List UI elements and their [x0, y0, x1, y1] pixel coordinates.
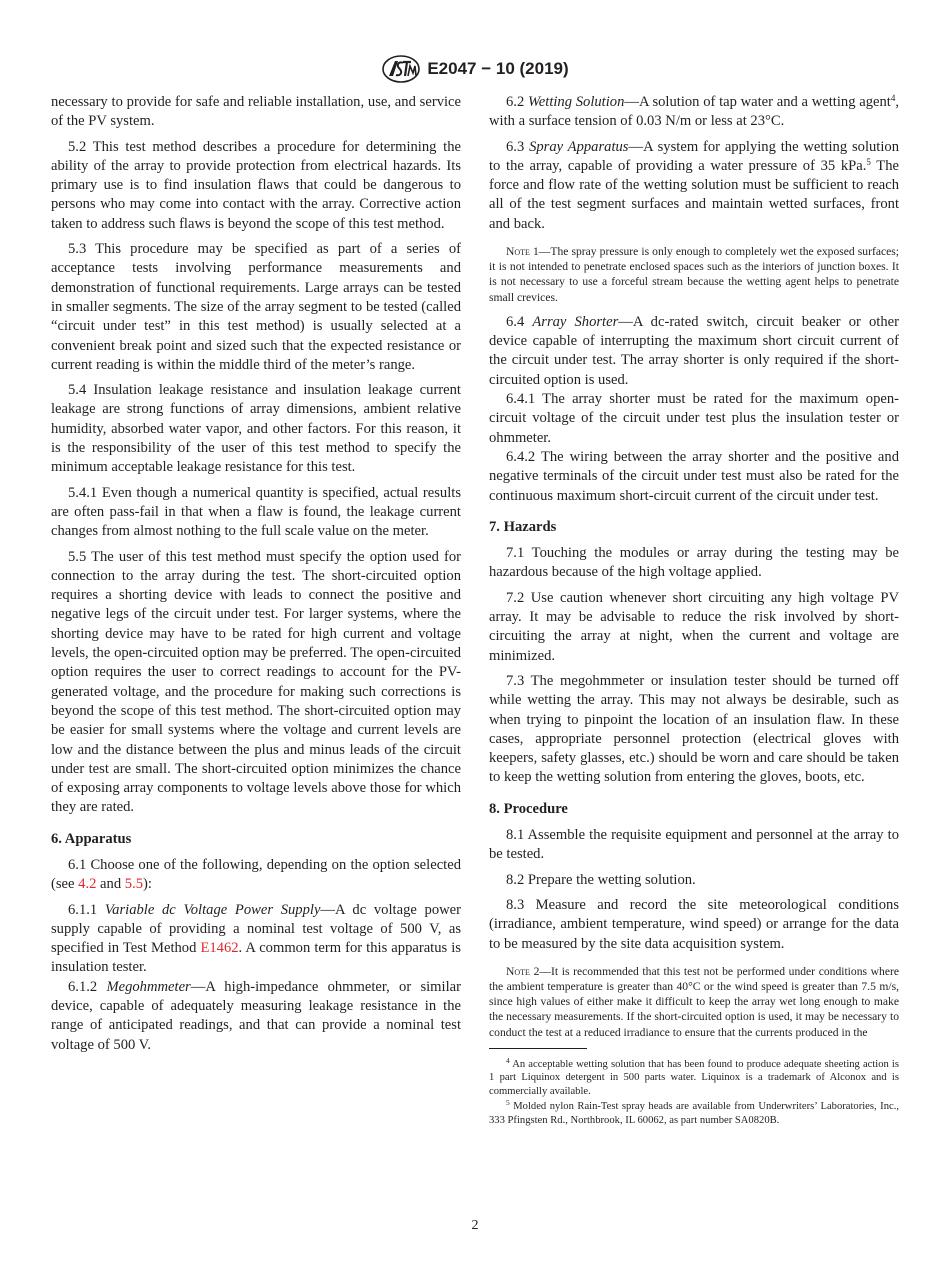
section-heading-apparatus: 6. Apparatus	[51, 830, 132, 847]
footnote-ref-4[interactable]: 4	[890, 93, 896, 103]
paragraph-7-3: 7.3 The megohmmeter or insulation tester should be turned off while wetting the array. This may not always be desirable, such as when trying to pinpoint the location of an insulation flaw. In these cases, appropriate personnel protection (electrical gloves with keepers, safety glasses, etc.) should be worn and care should be taken to keep the wetting solution from entering the gloves, boots, etc.	[489, 672, 899, 786]
page-header	[0, 52, 950, 86]
section-heading-hazards: 7. Hazards	[489, 518, 557, 535]
note-2: Note 2—It is recommended that this test not be performed under conditions where the ambient temperature is greater than 40°C or the wind speed is greater than 7.5 m/s, since high values of either make it difficult to keep the array wet long enough to make the necessary measurements. If the short-circuited option is used, it may be necessary to conduct the test at a reduced irradiance to ensure that the currents produced in the	[489, 964, 899, 1039]
document-designation: E2047 − 10 (2019)	[427, 59, 569, 78]
footnote-4: $^4$ An acceptable wetting solution that has been found to produce adequate sheeting action is 1 part Liquinox detergent in 500 parts water. Liquinox is a trademark of Alconox and is commercially available.	[489, 1055, 899, 1097]
paragraph-6-4-2: 6.4.2 The wiring between the array shorter and the positive and negative terminals of the circuit under test must also be rated for the continuous maximum short-circuit current of the circuit under test.	[489, 448, 899, 504]
link-section-5-5[interactable]: 5.5	[124, 876, 144, 893]
page-number: 2	[471, 1218, 479, 1233]
paragraph-7-2: 7.2 Use caution whenever short circuiting any high voltage PV array. It may be advisable to reduce the risk involved by short-circuiting the array at night, when the current and voltage are minimized.	[489, 589, 899, 664]
paragraph-6-4: 6.4 Array Shorter—A dc-rated switch, circuit beaker or other device capable of interrupting the maximum short circuit current of the circuit under test. The array shorter is only required if the short-circuited option is used.	[489, 313, 899, 388]
paragraph-8-3: 8.3 Measure and record the site meteorological conditions (irradiance, ambient temperature, wind speed) or arrange for the data to be measured by the site data acquisition system.	[489, 896, 899, 952]
paragraph-5-4-1: 5.4.1 Even though a numerical quantity is specified, actual results are often pass-fail in that when a flaw is found, the leakage current changes from almost nothing to the full scale value on the meter.	[51, 484, 461, 540]
paragraph-8-2: 8.2 Prepare the wetting solution.	[506, 871, 696, 888]
paragraph-6-1-1: 6.1.1 Variable dc Voltage Power Supply—A dc voltage power supply capable of providing a nominal test voltage of 500 V, as specified in Test Method E1462. A common term for this apparatus is insulation tester.	[51, 901, 461, 976]
paragraph-5-4: 5.4 Insulation leakage resistance and insulation leakage current leakage are strong functions of array dimensions, ambient relative humidity, absorbed water vapor, and other factors. For this reason, it is the responsibility of the user of this test method to specify the minimum acceptable leakage resistance for this test.	[51, 382, 461, 476]
paragraph-6-4-1: 6.4.1 The array shorter must be rated for the maximum open-circuit voltage of the circuit under test plus the insulation tester or ohmmeter.	[489, 391, 899, 446]
paragraph-6-1-2: 6.1.2 Megohmmeter—A high-impedance ohmmeter, or similar device, capable of adequately measuring leakage resistance in the range of anticipated readings, and that can provide a nominal test voltage of 500 V.	[51, 978, 461, 1053]
paragraph-5-3: 5.3 This procedure may be specified as part of a series of acceptance tests involving performance measurements and demonstration of functional requirements. Large arrays can be tested in smaller segments. The size of the array segment to be tested (called “circuit under test” in this test method) is usually selected at a convenient break point and sized such that the expected resistance or current reading is within the middle third of the meter’s range.	[51, 241, 461, 373]
section-heading-procedure: 8. Procedure	[489, 800, 568, 817]
note-1: Note 1—The spray pressure is only enough to completely wet the exposed surfaces; it is not intended to penetrate enclosed spaces such as the interiors of junction boxes. It is not necessary to use a forceful stream because the wetting agent helps to penetrate small crevices.	[489, 245, 899, 304]
right-column	[489, 93, 899, 1129]
link-e1462[interactable]: E1462	[200, 940, 239, 957]
paragraph-5-5: 5.5 The user of this test method must specify the option used for connection to the array during the test. The short-circuited option requires a shorting device with leads to connect the positive and negative legs of the circuit under test. For larger systems, where the shorting device may have to be rated for high current and voltage levels, the open-circuited option may be preferred. The open-circuited option requires the user to correct readings to account for the PV-generated voltage, and the procedure for making such corrections is beyond the scope of this test method. The short-circuited option may be easier for small systems where the voltage and current levels are low and the distance between the plus and minus leads of the circuit under test are small. The short-circuited option minimizes the chance of exposing array components to voltage levels above those for which they are rated.	[51, 548, 461, 816]
paragraph-5-1-continued: necessary to provide for safe and reliable installation, use, and service of the PV system.	[51, 94, 461, 130]
paragraph-6-3: 6.3 Spray Apparatus—A system for applying the wetting solution to the array, capable of providing a water pressure of 35 kPa.$^5$ The force and flow rate of the wetting solution must be sufficient to reach all of the test segment surfaces and maintain wetted surfaces, front and back.	[489, 138, 899, 232]
footnote-ref-5[interactable]: 5	[866, 156, 871, 167]
paragraph-6-2: 6.2 Wetting Solution—A solution of tap water and a wetting agent$^4$, with a surface tension of 0.03 N/m or less at 23°C.	[489, 93, 899, 130]
astm-logo-icon	[381, 54, 421, 84]
paragraph-7-1: 7.1 Touching the modules or array during the testing may be hazardous because of the high voltage applied.	[489, 545, 899, 581]
paragraph-6-1: 6.1 Choose one of the following, depending on the option selected (see 4.2 and 5.5):	[51, 856, 461, 893]
link-section-4-2[interactable]: 4.2	[78, 876, 97, 893]
footnote-5: $^5$ Molded nylon Rain-Test spray heads are available from Underwriters’ Laboratories, Inc., 333 Pfingsten Rd., Northbrook, IL 60062, as part number SA0820B.	[489, 1098, 899, 1126]
footnote-divider	[489, 1048, 587, 1049]
left-column	[51, 93, 461, 1061]
paragraph-5-2: 5.2 This test method describes a procedure for determining the ability of the array to provide protection from electrical hazards. Its primary use is to find insulation flaws that could be dangerous to persons who may come into contact with the array. Corrective action taken to address such flaws is beyond the scope of this test method.	[51, 138, 461, 232]
paragraph-8-1: 8.1 Assemble the requisite equipment and personnel at the array to be tested.	[489, 827, 899, 863]
